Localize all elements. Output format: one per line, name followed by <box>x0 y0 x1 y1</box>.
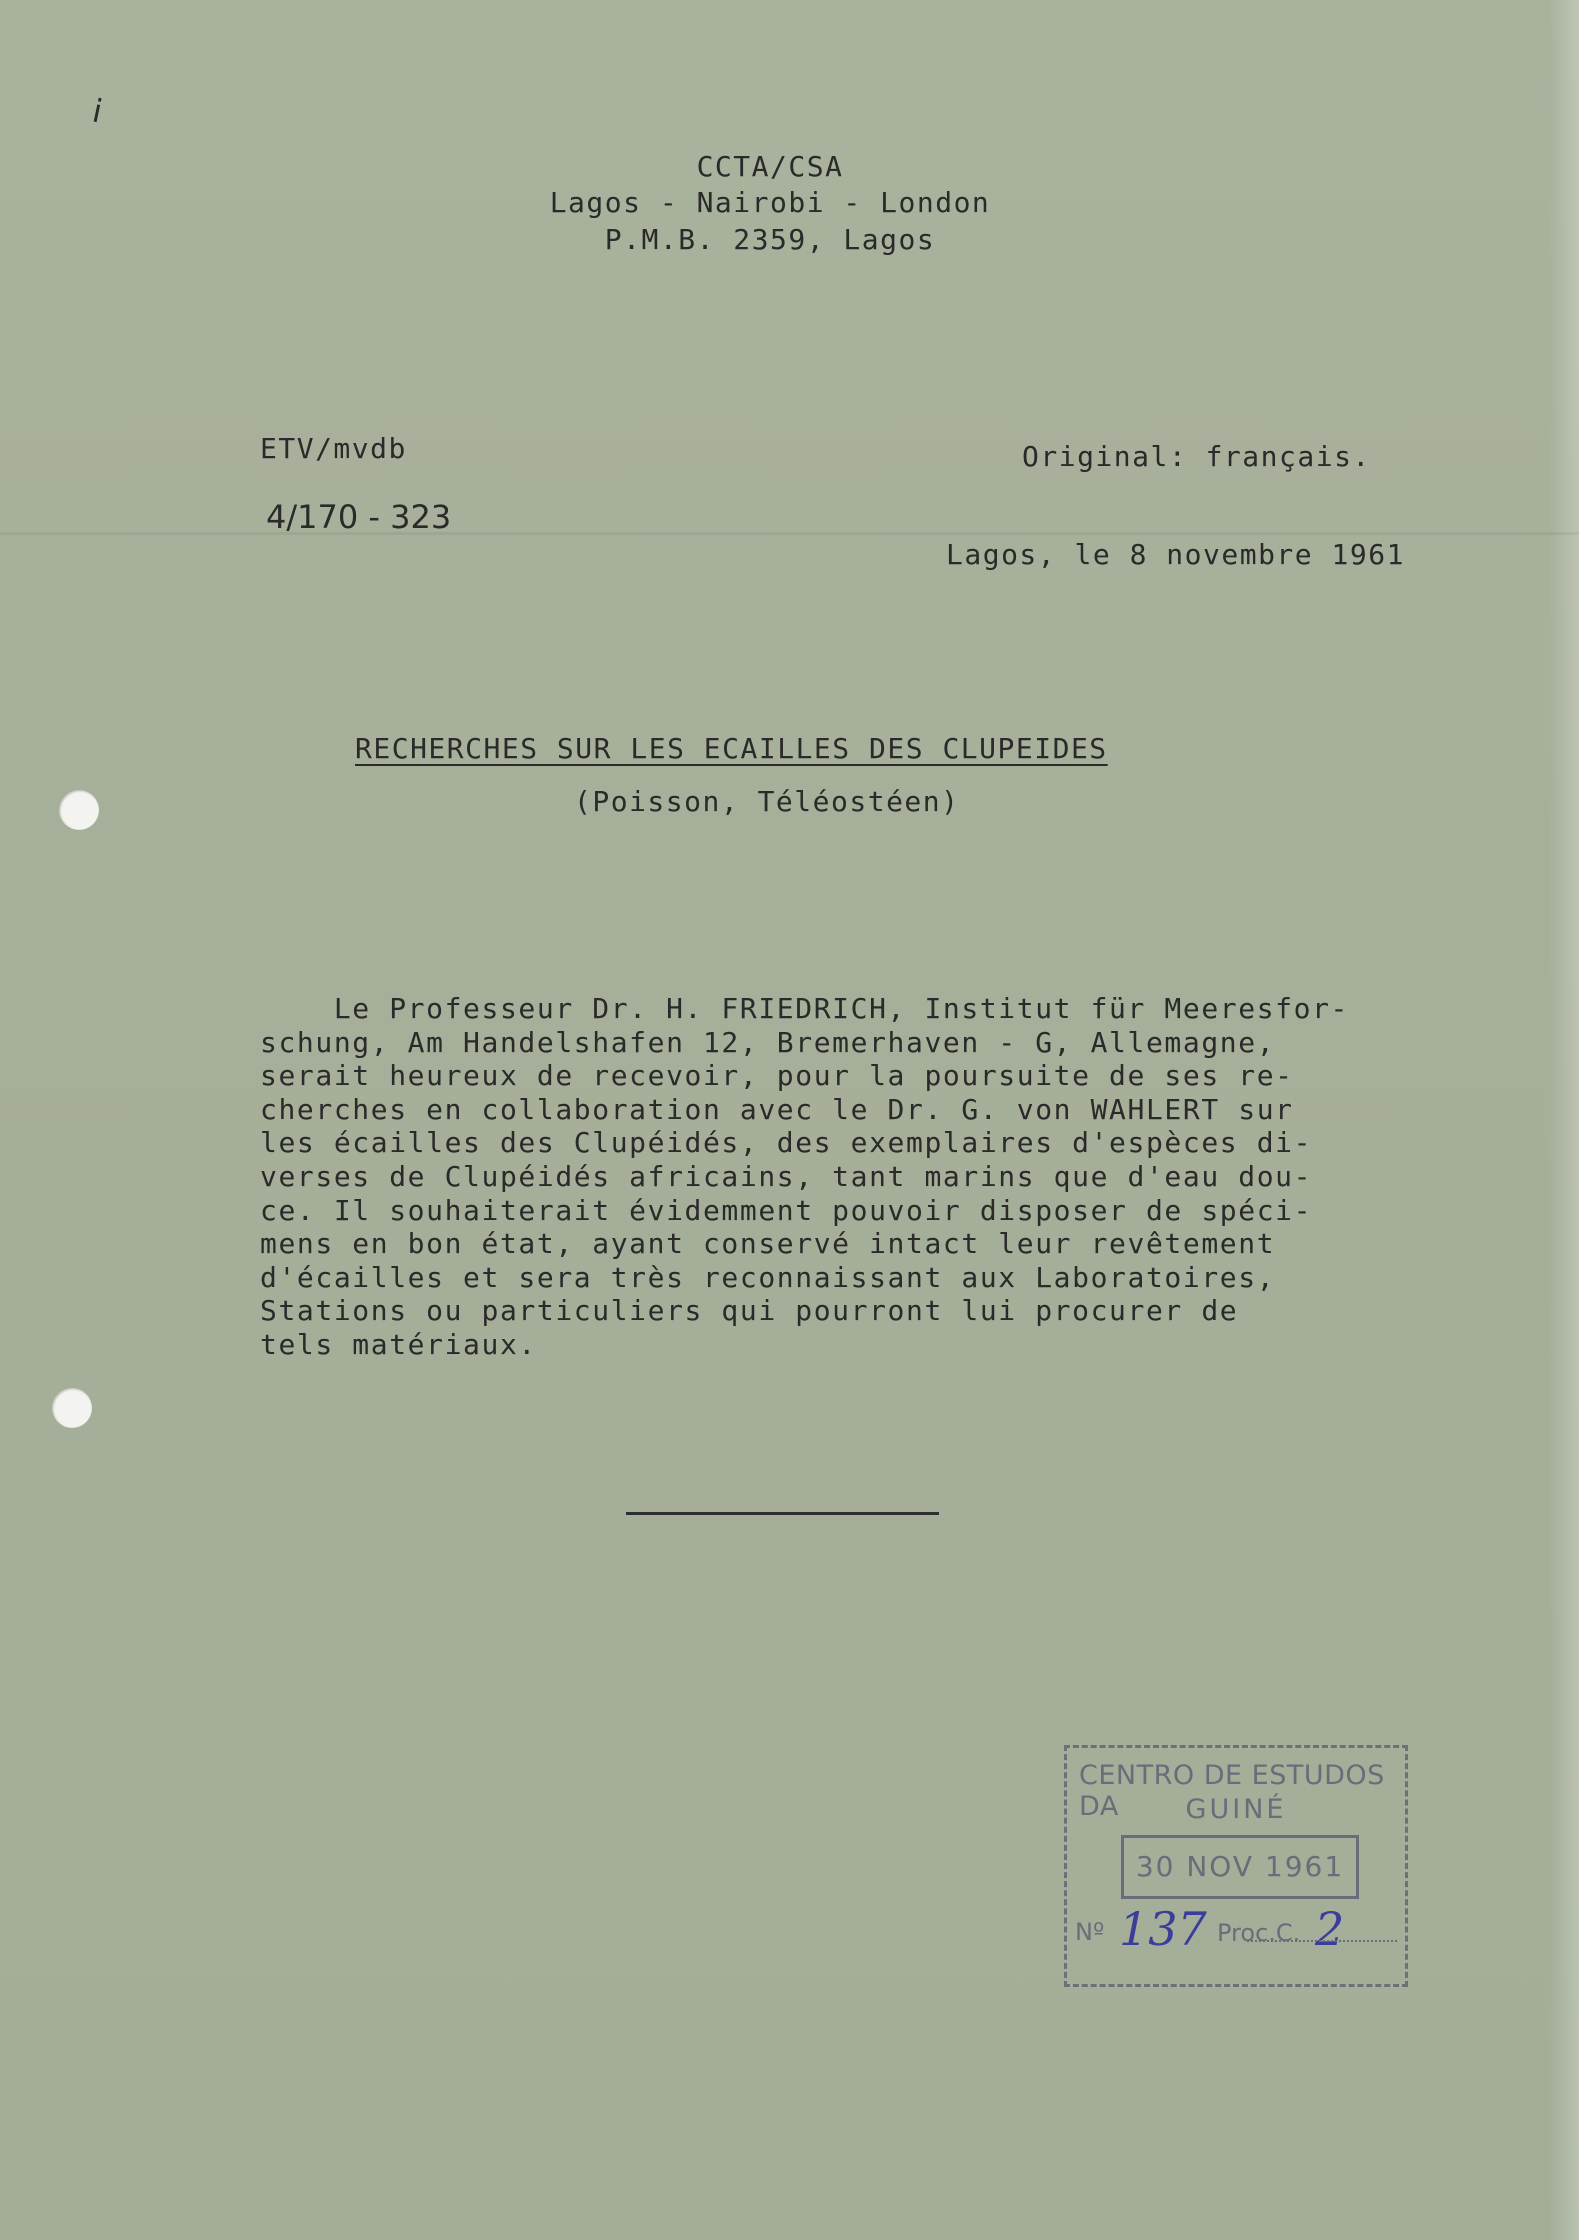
punch-hole-top <box>59 790 99 830</box>
header-address: P.M.B. 2359, Lagos <box>604 223 936 256</box>
stamp-number-label: Nº <box>1075 1918 1105 1946</box>
punch-hole-bottom <box>52 1388 92 1428</box>
stamp-dotted-line <box>1247 1940 1397 1942</box>
stamp-proc-label: Proc.C. <box>1217 1919 1301 1947</box>
body-line: les écailles des Clupéidés, des exemplaires d'espèces di- <box>260 1126 1313 1160</box>
body-line: verses de Clupéidés africains, tant marins que d'eau dou- <box>260 1159 1313 1193</box>
body-line: tels matériaux. <box>260 1327 537 1361</box>
body-line: d'écailles et sera très reconnaissant aux Laboratoires, <box>260 1260 1276 1294</box>
document-subtitle: (Poisson, Téléostéen) <box>574 785 960 818</box>
body-line: mens en bon état, ayant conservé intact leur revêtement <box>260 1227 1276 1261</box>
reference-initials: ETV/mvdb <box>260 432 407 465</box>
body-line: schung, Am Handelshafen 12, Bremerhaven - G, Allemagne, <box>260 1025 1276 1059</box>
corner-pencil-mark: i <box>89 91 106 131</box>
body-line: ce. Il souhaiterait évidemment pouvoir disposer de spéci- <box>260 1193 1313 1227</box>
archive-stamp <box>1064 1745 1408 1987</box>
document-title: RECHERCHES SUR LES ECAILLES DES CLUPEIDES <box>355 732 1108 765</box>
stamp-date: 30 NOV 1961 <box>1135 1850 1345 1883</box>
body-line: Le Professeur Dr. H. FRIEDRICH, Institut für Meeresfor- <box>260 992 1349 1025</box>
stamp-date-box <box>1121 1835 1359 1899</box>
date-line: Lagos, le 8 novembre 1961 <box>946 538 1405 571</box>
stamp-country: GUINÉ <box>1185 1794 1287 1825</box>
stamp-handwritten-proc-number: 2 <box>1315 1902 1345 1956</box>
header-cities: Lagos - Nairobi - London <box>549 186 991 219</box>
body-line: serait heureux de recevoir, pour la poursuite de ses re- <box>260 1059 1294 1093</box>
body-paragraph <box>260 992 1349 1362</box>
original-language: Original: français. <box>1022 440 1371 473</box>
body-line: cherches en collaboration avec le Dr. G. von WAHLERT sur <box>260 1092 1294 1126</box>
paper-fold <box>0 532 1579 535</box>
stamp-handwritten-number: 137 <box>1119 1902 1207 1956</box>
closing-rule <box>626 1512 939 1515</box>
stamp-institution: CENTRO DE ESTUDOS DA <box>1079 1760 1385 1822</box>
header-organization: CCTA/CSA <box>696 150 844 183</box>
page-edge <box>1549 0 1579 2240</box>
file-number: 4/170 - 323 <box>266 498 452 536</box>
body-line: Stations ou particuliers qui pourront lui procurer de <box>260 1294 1239 1328</box>
